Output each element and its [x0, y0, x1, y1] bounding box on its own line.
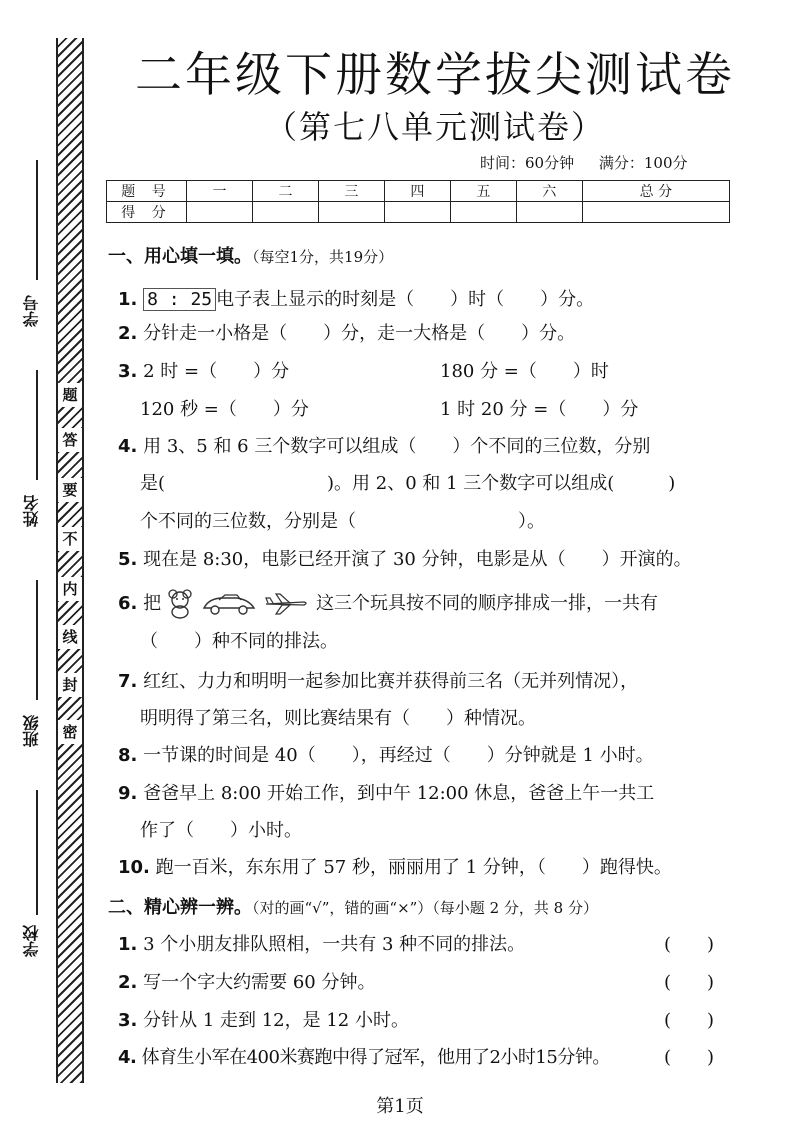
- score-cell[interactable]: [187, 202, 253, 223]
- seal-char: 内: [58, 577, 82, 601]
- answer-paren[interactable]: ( ): [664, 972, 715, 993]
- question-text: 电子表上显示的时刻是（ ）时（ ）分。: [216, 289, 595, 310]
- question-number: 1.: [118, 289, 138, 310]
- question-text: 现在是 8:30，电影已经开演了 30 分钟，电影是从（ ）开演的。: [143, 549, 692, 570]
- judge-item-2: [118, 968, 375, 994]
- question-number: 6.: [118, 593, 138, 614]
- question-3: [118, 357, 289, 383]
- table-row: [107, 202, 730, 223]
- question-9: [118, 779, 654, 805]
- section-title: 二、精心辨一辨。: [108, 897, 252, 918]
- question-number: 2.: [118, 972, 138, 993]
- airplane-icon: [264, 592, 308, 616]
- question-3b: 180 分 =（ ）时: [440, 361, 609, 382]
- digital-clock: 8 : 25: [143, 288, 216, 311]
- seal-char: 线: [58, 625, 82, 649]
- answer-paren[interactable]: ( ): [664, 934, 715, 955]
- question-text: 2 时 =（ ）分: [143, 361, 290, 382]
- name-label: 姓名: [22, 495, 41, 527]
- question-number: 8.: [118, 745, 138, 766]
- score-cell[interactable]: [582, 202, 729, 223]
- question-number: 2.: [118, 323, 138, 344]
- judge-item-1: [118, 930, 525, 956]
- seal-char: 要: [58, 478, 82, 502]
- question-number: 10.: [118, 857, 150, 878]
- question-number: 5.: [118, 549, 138, 570]
- binding-margin: [0, 0, 100, 1130]
- section-note: （每空1分，共19分）: [252, 248, 394, 266]
- race-car-icon: [201, 592, 257, 616]
- question-text: 分针走一小格是（ ）分，走一大格是（ ）分。: [143, 323, 576, 344]
- question-text: 写一个字大约需要 60 分钟。: [143, 972, 376, 993]
- judge-item-4: [118, 1043, 610, 1069]
- question-9-line2: 作了（ ）小时。: [140, 820, 302, 841]
- school-label: 学校: [22, 925, 41, 957]
- question-10: [118, 853, 672, 879]
- table-cell: 三: [318, 181, 384, 202]
- question-6: [118, 589, 658, 619]
- question-5: [118, 545, 692, 571]
- table-cell: 五: [450, 181, 516, 202]
- question-text: 红红、力力和明明一起参加比赛并获得前三名（无并列情况），: [143, 671, 639, 692]
- full-score: 满分：100分: [598, 154, 688, 172]
- hatch-strip: [56, 38, 84, 1083]
- seal-char: 答: [58, 428, 82, 452]
- seal-char: 封: [58, 673, 82, 697]
- question-3d: 1 时 20 分 =（ ）分: [440, 399, 639, 420]
- score-cell[interactable]: [516, 202, 582, 223]
- question-text: 3 个小朋友排队照相，一共有 3 种不同的排法。: [143, 934, 526, 955]
- page-subtitle: （第七八单元测试卷）: [264, 108, 605, 146]
- student-id-label: 学号: [22, 295, 41, 327]
- table-cell: 一: [187, 181, 253, 202]
- score-cell[interactable]: [252, 202, 318, 223]
- score-cell[interactable]: [318, 202, 384, 223]
- table-cell: 四: [384, 181, 450, 202]
- class-line: [36, 580, 38, 700]
- score-cell[interactable]: [450, 202, 516, 223]
- section-title: 一、用心填一填。: [108, 246, 252, 267]
- class-label: 班级: [22, 715, 41, 747]
- question-number: 7.: [118, 671, 138, 692]
- teddy-bear-icon: [167, 589, 193, 619]
- question-4-line3: 个不同的三位数，分别是（ ）。: [140, 511, 545, 532]
- question-text: 分针从 1 走到 12，是 12 小时。: [143, 1010, 409, 1031]
- question-text: 这三个玩具按不同的顺序排成一排，一共有: [316, 593, 659, 614]
- section-2-heading: [108, 893, 598, 919]
- question-8: [118, 741, 654, 767]
- table-cell: 题 号: [107, 181, 187, 202]
- exam-meta: [480, 152, 708, 173]
- table-cell: 得 分: [107, 202, 187, 223]
- question-text: 体育生小军在400米赛跑中得了冠军，他用了2小时15分钟。: [141, 1047, 610, 1068]
- student-id-line: [36, 160, 38, 280]
- question-1: [118, 285, 594, 311]
- table-cell: 六: [516, 181, 582, 202]
- seal-char: 密: [58, 720, 82, 744]
- question-3c: 120 秒 =（ ）分: [140, 399, 309, 420]
- judge-item-3: [118, 1006, 409, 1032]
- score-table: [106, 180, 730, 223]
- question-text: 把: [143, 593, 162, 614]
- section-note: （对的画“√”，错的画“×”）（每小题 2 分，共 8 分）: [252, 899, 598, 917]
- question-text: 用 3、5 和 6 三个数字可以组成（ ）个不同的三位数，分别: [143, 436, 651, 457]
- question-number: 1.: [118, 934, 138, 955]
- question-number: 3.: [118, 1010, 138, 1031]
- question-number: 3.: [118, 361, 138, 382]
- question-number: 4.: [118, 436, 138, 457]
- answer-paren[interactable]: ( ): [664, 1047, 715, 1068]
- question-text: 跑一百米，东东用了 57 秒，丽丽用了 1 分钟，（ ）跑得快。: [155, 857, 672, 878]
- time-limit: 时间：60分钟: [480, 154, 575, 172]
- page-number: 第1页: [376, 1096, 424, 1117]
- question-4-line2: 是( )。用 2、0 和 1 三个数字可以组成( ): [140, 473, 676, 494]
- section-1-heading: [108, 242, 393, 268]
- question-4: [118, 432, 650, 458]
- table-cell: 总 分: [582, 181, 729, 202]
- question-text: 爸爸早上 8:00 开始工作，到中午 12:00 休息，爸爸上午一共工: [143, 783, 655, 804]
- question-7-line2: 明明得了第三名，则比赛结果有（ ）种情况。: [140, 708, 536, 729]
- question-number: 4.: [118, 1047, 137, 1068]
- question-2: [118, 319, 575, 345]
- question-number: 9.: [118, 783, 138, 804]
- answer-paren[interactable]: ( ): [664, 1010, 715, 1031]
- table-row: [107, 181, 730, 202]
- score-cell[interactable]: [384, 202, 450, 223]
- question-6-line2: （ ）种不同的排法。: [140, 631, 338, 652]
- seal-char: 题: [58, 383, 82, 407]
- school-line: [36, 790, 38, 915]
- table-cell: 二: [252, 181, 318, 202]
- seal-char: 不: [58, 527, 82, 551]
- question-text: 一节课的时间是 40（ ），再经过（ ）分钟就是 1 小时。: [143, 745, 654, 766]
- name-line: [36, 370, 38, 480]
- question-7: [118, 667, 638, 693]
- page-title: 二年级下册数学拔尖测试卷: [135, 48, 735, 103]
